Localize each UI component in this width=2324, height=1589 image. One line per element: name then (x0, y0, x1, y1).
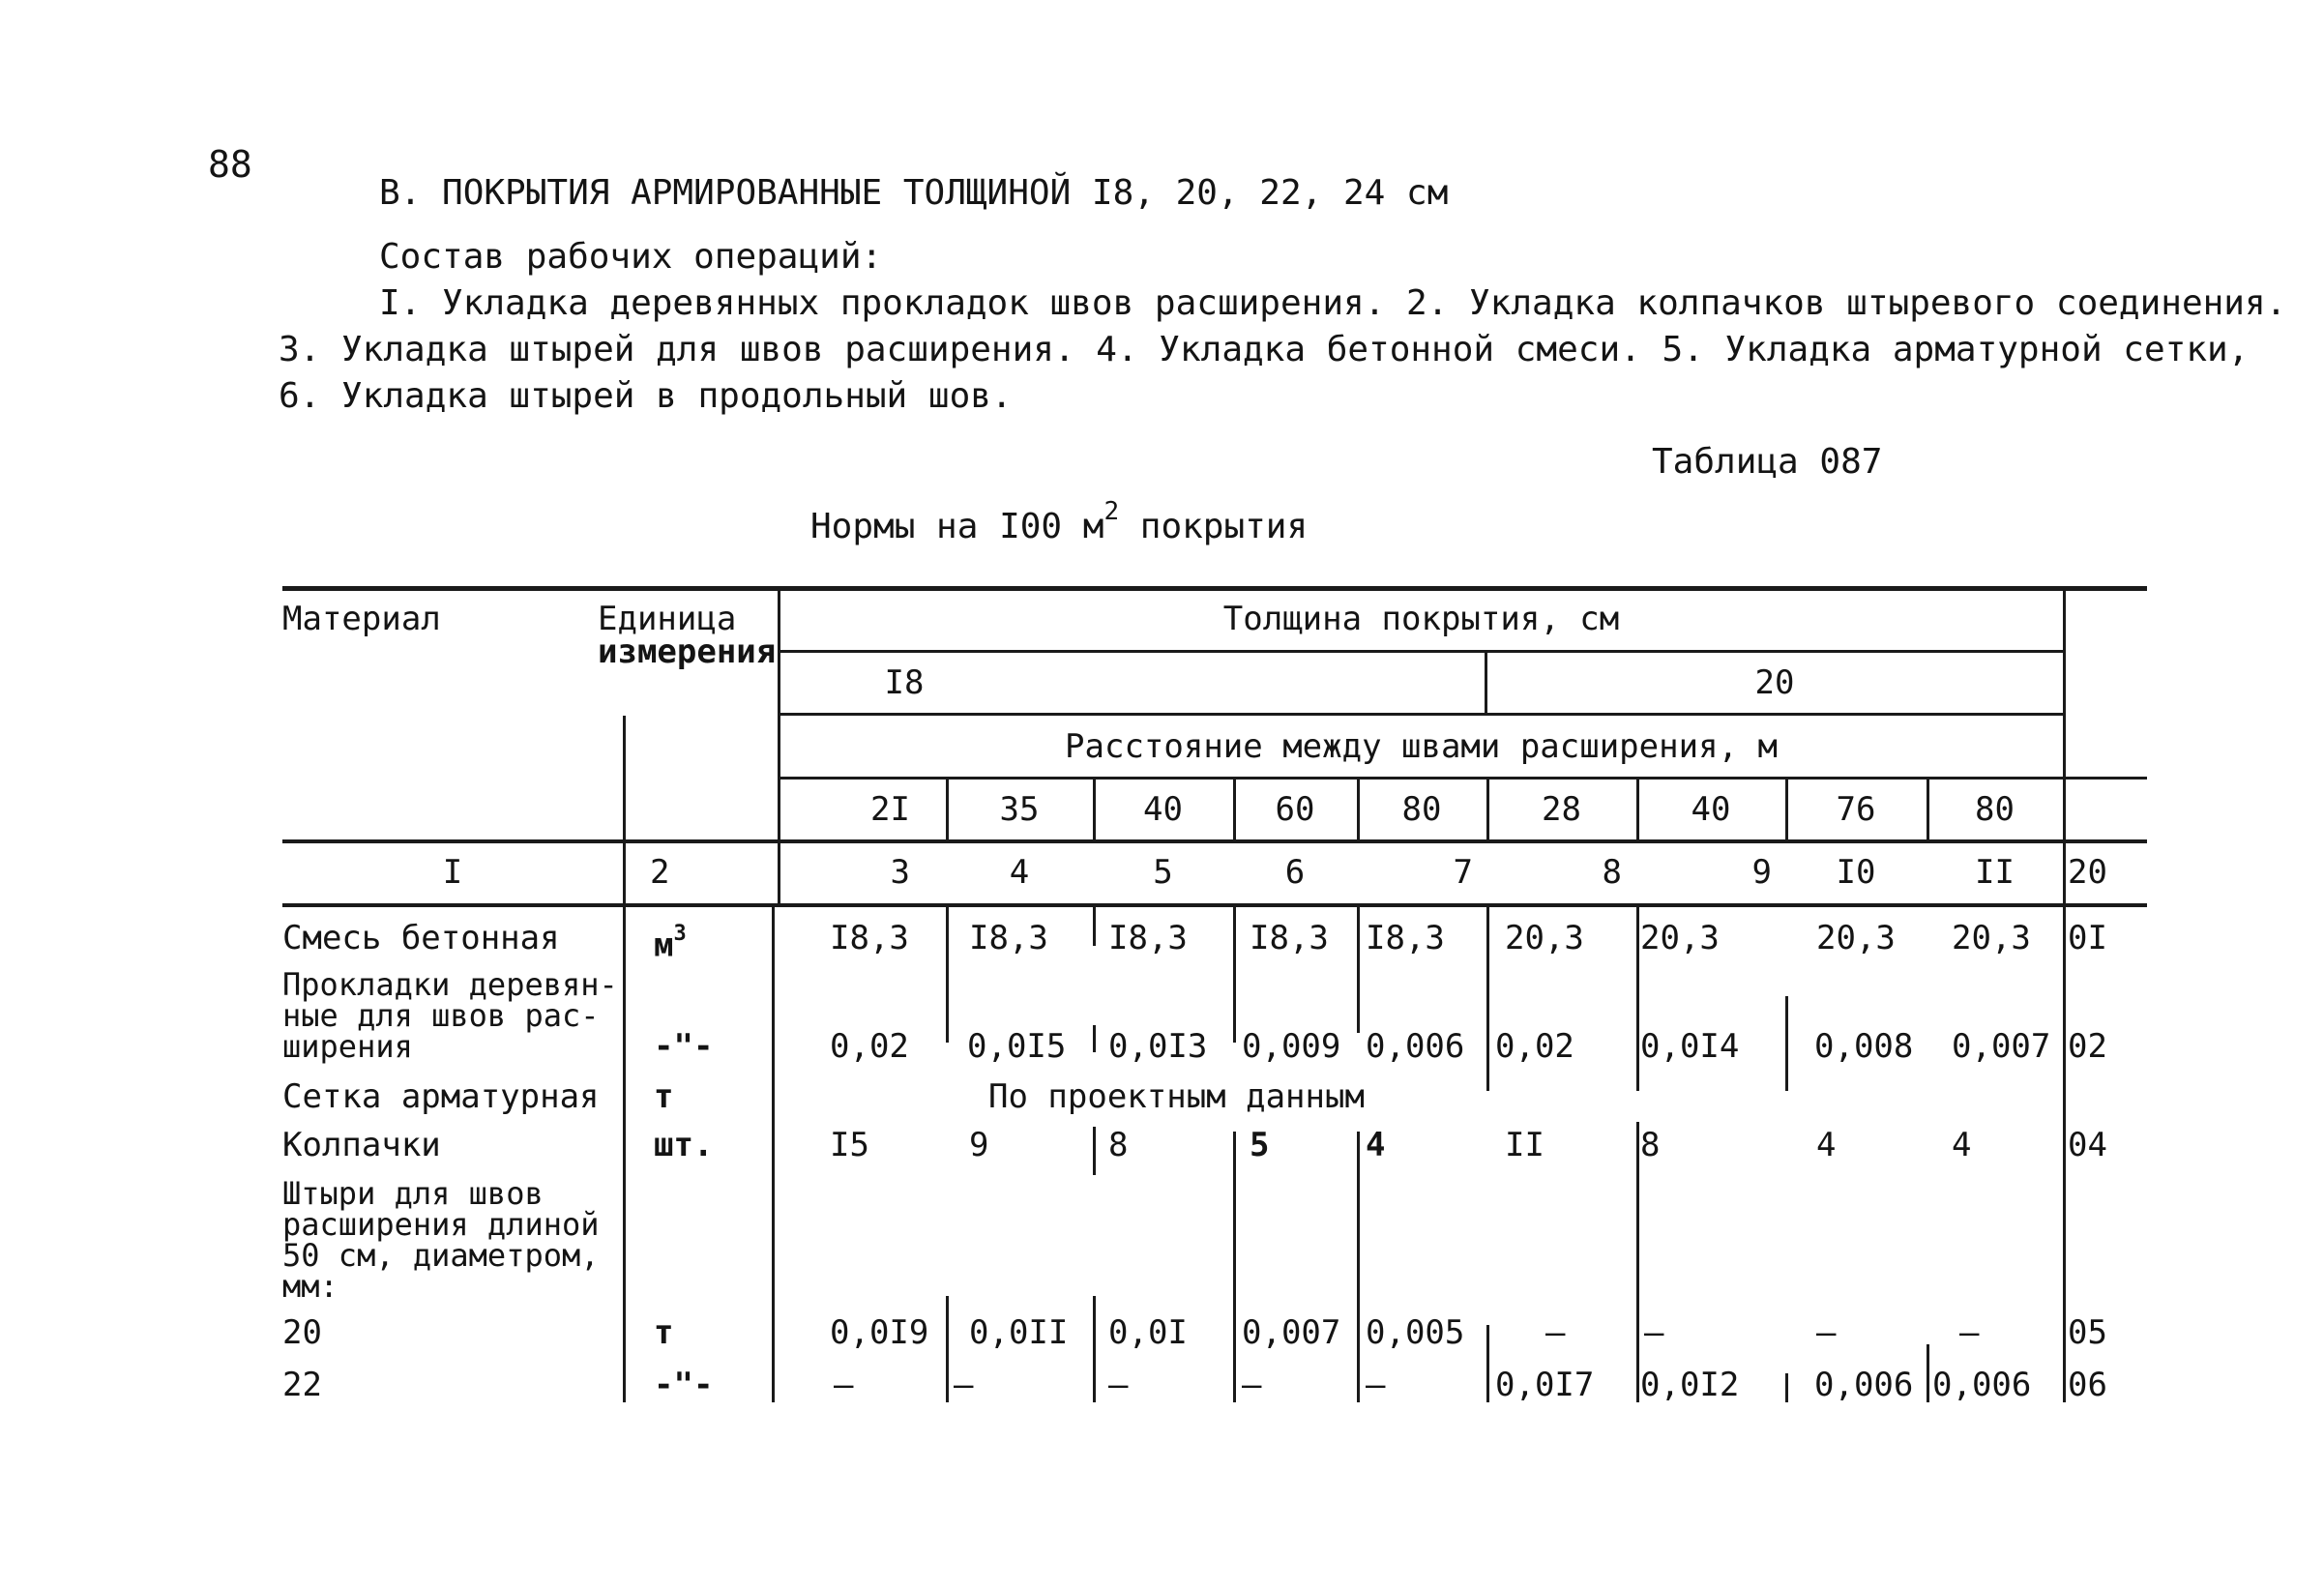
rule (1093, 1296, 1096, 1402)
distance-value: 40 (1691, 790, 1731, 829)
row-dowels-name: расширения длиной (282, 1206, 600, 1243)
cell-value: 0,007 (1242, 1313, 1341, 1352)
row-pads-name: ные для швов рас- (282, 997, 600, 1034)
operations-line: 6. Укладка штырей в продольный шов. (279, 376, 1013, 416)
column-number: 2 (650, 853, 670, 892)
cell-value: 4 (1366, 1126, 1386, 1164)
cell-value: I8,3 (969, 919, 1048, 957)
cell-value: 9 (969, 1126, 989, 1164)
page-number: 88 (208, 143, 252, 186)
header-distance: Расстояние между швами расширения, м (1065, 727, 1778, 766)
rule (1357, 1132, 1360, 1402)
row-d22-unit: -"- (654, 1366, 714, 1404)
cell-value: II (1505, 1126, 1544, 1164)
norms-title-text: Нормы на I00 м (810, 507, 1104, 546)
cell-value: 0,008 (1814, 1027, 1914, 1066)
rule (2063, 586, 2066, 907)
cell-value: 0,006 (1932, 1366, 2032, 1404)
norms-title (810, 497, 1309, 546)
cell-value: – (954, 1366, 974, 1404)
rule (282, 903, 2147, 907)
cell-value: – (1816, 1313, 1837, 1352)
cell-value: – (1366, 1366, 1386, 1404)
rule (1927, 1344, 1929, 1402)
row-caps-unit: шт. (654, 1126, 714, 1164)
operations-line: I. Укладка деревянных прокладок швов расширения. 2. Укладка колпачков штыревого соединения. (379, 283, 2287, 323)
cell-value: 4 (1952, 1126, 1972, 1164)
column-number: I (442, 853, 463, 892)
column-number: 3 (890, 853, 910, 892)
rule (780, 650, 2066, 653)
cell-value: 0,005 (1366, 1313, 1465, 1352)
cell-value: 8 (1640, 1126, 1661, 1164)
cell-value: 0,02 (1495, 1027, 1574, 1066)
cell-value: – (1108, 1366, 1129, 1404)
column-number: 5 (1153, 853, 1173, 892)
section-title: В. ПОКРЫТИЯ АРМИРОВАННЫЕ ТОЛЩИНОЙ I8, 20, 22, 24 см (379, 173, 1449, 213)
distance-value: 40 (1143, 790, 1183, 829)
operations-heading: Состав рабочих операций: (379, 237, 883, 277)
cell-value: 0,0I4 (1640, 1027, 1740, 1066)
rule (946, 1296, 949, 1402)
header-material: Материал (282, 600, 441, 638)
column-number: 20 (2068, 853, 2107, 892)
cell-value: 0,02 (830, 1027, 909, 1066)
cell-value: 0,006 (1366, 1027, 1465, 1066)
header-group-18: I8 (884, 663, 925, 702)
row-dowels-name: 50 см, диаметром, (282, 1237, 600, 1274)
header-unit-line1: Единица (598, 600, 737, 638)
rule (2063, 777, 2066, 907)
column-number: 6 (1284, 853, 1306, 892)
header-unit-line2: измерения (598, 633, 777, 671)
row-pads-name: ширения (282, 1028, 413, 1065)
rule (1486, 1325, 1489, 1402)
norms-title-sup: 2 (1103, 497, 1120, 526)
cell-value: 0,0I2 (1640, 1366, 1740, 1404)
column-number: 7 (1453, 853, 1473, 892)
row-code: 05 (2068, 1313, 2107, 1352)
distance-value: 76 (1836, 790, 1876, 829)
column-number: 4 (1009, 853, 1030, 892)
rule (1093, 1127, 1096, 1175)
column-number: I0 (1836, 853, 1876, 892)
table-top-rule (282, 586, 2147, 591)
row-d22-name: 22 (282, 1366, 322, 1404)
distance-value: 60 (1275, 790, 1315, 829)
table-label: Таблица 087 (1652, 442, 1883, 482)
cell-value: – (1545, 1313, 1566, 1352)
column-number: 9 (1751, 853, 1772, 892)
row-code: 02 (2068, 1027, 2107, 1066)
cell-value: 0,006 (1814, 1366, 1914, 1404)
cell-value: 0,0I5 (967, 1027, 1067, 1066)
rule (1486, 907, 1489, 1091)
row-pads-unit: -"- (654, 1027, 714, 1066)
cell-value: – (834, 1366, 854, 1404)
cell-value: 0,009 (1242, 1027, 1341, 1066)
cell-value: 20,3 (1640, 919, 1720, 957)
row-concrete-name: Смесь бетонная (282, 919, 560, 957)
row-mesh-name: Сетка арматурная (282, 1077, 600, 1116)
cell-value: 20,3 (1816, 919, 1896, 957)
row-mesh-unit: т (654, 1077, 674, 1116)
rule (1357, 907, 1360, 1033)
rule (1093, 907, 1096, 946)
cell-value: 0,0I9 (830, 1313, 929, 1352)
cell-value: 4 (1816, 1126, 1837, 1164)
cell-value: – (1959, 1313, 1980, 1352)
cell-value: 0,0I3 (1108, 1027, 1208, 1066)
cell-value: 20,3 (1505, 919, 1584, 957)
cell-value: 5 (1250, 1126, 1270, 1164)
rule (623, 716, 626, 907)
cell-value: 20,3 (1952, 919, 2031, 957)
row-code: 06 (2068, 1366, 2107, 1404)
unit-text: м (654, 926, 674, 965)
row-caps-name: Колпачки (282, 1126, 441, 1164)
rule (2063, 907, 2066, 1402)
cell-value: – (1644, 1313, 1664, 1352)
distance-value: 28 (1542, 790, 1581, 829)
rule (1233, 1132, 1236, 1402)
column-number: 8 (1602, 853, 1622, 892)
distance-value: 2I (870, 790, 910, 829)
row-dowels-name: мм: (282, 1268, 338, 1305)
rule (1785, 1373, 1788, 1402)
cell-value: 0,0II (969, 1313, 1069, 1352)
row-mesh-note: По проектным данным (988, 1077, 1365, 1116)
row-d20-name: 20 (282, 1313, 322, 1352)
row-pads-name: Прокладки деревян- (282, 966, 618, 1003)
distance-value: 35 (999, 790, 1040, 829)
unit-sup: 3 (673, 922, 687, 946)
cell-value: I8,3 (830, 919, 909, 957)
rule (1785, 996, 1788, 1091)
cell-value: – (1242, 1366, 1262, 1404)
distance-value: 80 (1975, 790, 2015, 829)
rule (780, 777, 2147, 780)
row-code: 04 (2068, 1126, 2107, 1164)
norms-title-tail: покрытия (1119, 507, 1309, 546)
column-number: II (1975, 853, 2015, 892)
operations-line: 3. Укладка штырей для швов расширения. 4. Укладка бетонной смеси. 5. Укладка арматурной сетки, (279, 330, 2250, 369)
rule (780, 713, 2066, 716)
rule (1636, 907, 1639, 1091)
row-d20-unit: т (654, 1313, 674, 1352)
rule (1636, 1122, 1639, 1402)
cell-value: I8,3 (1366, 919, 1445, 957)
rule (623, 907, 626, 1402)
cell-value: 0,0I (1108, 1313, 1188, 1352)
cell-value: 8 (1108, 1126, 1129, 1164)
rule (282, 839, 2147, 843)
row-concrete-unit (654, 919, 687, 964)
distance-value: 80 (1401, 790, 1442, 829)
cell-value: I8,3 (1250, 919, 1329, 957)
row-code: 0I (2068, 919, 2107, 957)
rule (946, 907, 949, 1043)
rule (772, 907, 775, 1402)
cell-value: I8,3 (1108, 919, 1188, 957)
rule (1233, 907, 1236, 1043)
header-thickness: Толщина покрытия, см (1222, 600, 1620, 638)
cell-value: 0,0I7 (1495, 1366, 1595, 1404)
header-group-20: 20 (1754, 663, 1795, 702)
rule (1093, 1025, 1096, 1052)
cell-value: 0,007 (1952, 1027, 2051, 1066)
cell-value: I5 (830, 1126, 869, 1164)
row-dowels-name: Штыри для швов (282, 1175, 544, 1212)
